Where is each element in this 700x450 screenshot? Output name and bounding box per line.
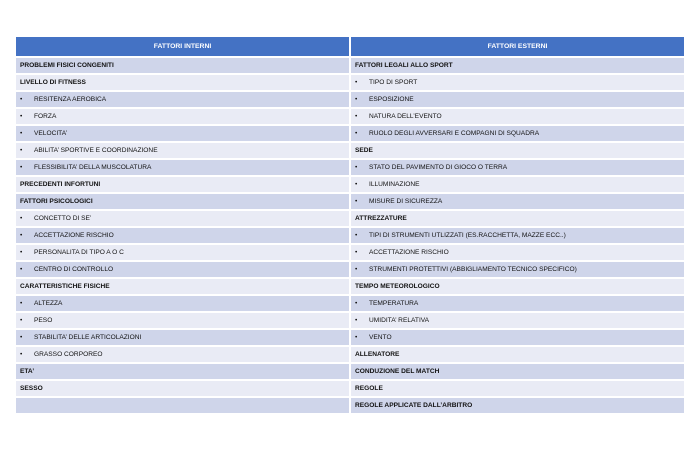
factor-category-label: PROBLEMI FISICI CONGENITI xyxy=(20,62,114,69)
external-factor-cell xyxy=(351,126,684,141)
factor-item-label: RESITENZA AEROBICA xyxy=(34,96,107,103)
header-external-factors: FATTORI ESTERNI xyxy=(351,37,684,56)
factor-item-label: GRASSO CORPOREO xyxy=(34,351,103,358)
bullet-icon: • xyxy=(355,300,358,307)
factor-category-label: SEDE xyxy=(355,147,373,154)
table-row xyxy=(16,296,684,311)
external-factor-cell xyxy=(351,296,684,311)
table-row xyxy=(16,347,684,362)
bullet-icon: • xyxy=(20,266,23,273)
table-row xyxy=(16,381,684,396)
external-factor-cell xyxy=(351,245,684,260)
bullet-icon: • xyxy=(20,147,23,154)
external-factor-cell xyxy=(351,347,684,362)
factor-item-label: RUOLO DEGLI AVVERSARI E COMPAGNI DI SQUADRA xyxy=(369,130,540,137)
factor-item-label: FLESSIBILITA’ DELLA MUSCOLATURA xyxy=(34,164,152,171)
internal-factor-cell xyxy=(16,262,349,277)
external-factor-cell xyxy=(351,398,684,413)
internal-factor-cell xyxy=(16,364,349,379)
factor-category-label: CARATTERISTICHE FISICHE xyxy=(20,283,110,290)
bullet-icon: • xyxy=(355,198,358,205)
factor-item-label: TEMPERATURA xyxy=(369,300,419,307)
external-factor-cell xyxy=(351,381,684,396)
factor-item-label: CONCETTO DI SE’ xyxy=(34,215,92,222)
factor-category-label: PRECEDENTI INFORTUNI xyxy=(20,181,101,188)
table-row xyxy=(16,245,684,260)
table-row xyxy=(16,126,684,141)
bullet-icon: • xyxy=(20,249,23,256)
bullet-icon: • xyxy=(20,334,23,341)
internal-factor-cell xyxy=(16,75,349,90)
factor-item-label: MISURE DI SICUREZZA xyxy=(369,198,443,205)
external-factor-cell xyxy=(351,75,684,90)
factor-category-label: FATTORI LEGALI ALLO SPORT xyxy=(355,62,453,69)
factor-item-label: STABILITA’ DELLE ARTICOLAZIONI xyxy=(34,334,142,341)
internal-factor-cell xyxy=(16,245,349,260)
header-row xyxy=(16,37,684,56)
factor-item-label: ILLUMINAZIONE xyxy=(369,181,420,188)
external-factor-cell xyxy=(351,58,684,73)
internal-factor-cell xyxy=(16,109,349,124)
factor-item-label: TIPO DI SPORT xyxy=(369,79,418,86)
external-factor-cell xyxy=(351,262,684,277)
factor-category-label: CONDUZIONE DEL MATCH xyxy=(355,368,440,375)
table-row xyxy=(16,364,684,379)
internal-factor-cell xyxy=(16,330,349,345)
factor-category-label: ALLENATORE xyxy=(355,351,400,358)
internal-factor-cell xyxy=(16,143,349,158)
table-row xyxy=(16,279,684,294)
table-body xyxy=(16,58,684,413)
table-row xyxy=(16,330,684,345)
header-internal-factors: FATTORI INTERNI xyxy=(16,37,349,56)
factor-item-label: UMIDITA’ RELATIVA xyxy=(369,317,430,324)
external-factor-cell xyxy=(351,364,684,379)
table-row xyxy=(16,194,684,209)
internal-factor-cell xyxy=(16,160,349,175)
factor-item-label: NATURA DELL’EVENTO xyxy=(369,113,442,120)
table-row xyxy=(16,228,684,243)
external-factor-cell xyxy=(351,313,684,328)
bullet-icon: • xyxy=(355,164,358,171)
factor-item-label: STRUMENTI PROTETTIVI (ABBIGLIAMENTO TECNICO SPECIFICO) xyxy=(369,266,577,273)
factor-category-label: REGOLE APPLICATE DALL’ARBITRO xyxy=(355,402,473,409)
bullet-icon: • xyxy=(20,130,23,137)
internal-factor-cell xyxy=(16,296,349,311)
table-row xyxy=(16,58,684,73)
factor-category-label: REGOLE xyxy=(355,385,383,392)
table-row xyxy=(16,211,684,226)
table-row xyxy=(16,160,684,175)
internal-factor-cell xyxy=(16,398,349,413)
external-factor-cell xyxy=(351,177,684,192)
factor-category-label: ATTREZZATURE xyxy=(355,215,407,222)
internal-factor-cell xyxy=(16,347,349,362)
bullet-icon: • xyxy=(355,113,358,120)
risk-factors-table xyxy=(14,35,686,415)
internal-factor-cell xyxy=(16,279,349,294)
factor-item-label: VELOCITA’ xyxy=(34,130,68,137)
bullet-icon: • xyxy=(20,351,23,358)
factor-category-label: FATTORI PSICOLOGICI xyxy=(20,198,93,205)
factor-category-label: LIVELLO DI FITNESS xyxy=(20,79,86,86)
bullet-icon: • xyxy=(20,215,23,222)
bullet-icon: • xyxy=(20,164,23,171)
external-factor-cell xyxy=(351,279,684,294)
bullet-icon: • xyxy=(355,130,358,137)
factor-item-label: FORZA xyxy=(34,113,57,120)
table-row xyxy=(16,75,684,90)
internal-factor-cell xyxy=(16,313,349,328)
bullet-icon: • xyxy=(355,317,358,324)
bullet-icon: • xyxy=(20,113,23,120)
external-factor-cell xyxy=(351,143,684,158)
bullet-icon: • xyxy=(20,232,23,239)
factor-category-label: TEMPO METEOROLOGICO xyxy=(355,283,440,290)
external-factor-cell xyxy=(351,92,684,107)
factor-item-label: ABILITA’ SPORTIVE E COORDINAZIONE xyxy=(34,147,158,154)
factor-item-label: ALTEZZA xyxy=(34,300,63,307)
factor-item-label: STATO DEL PAVIMENTO DI GIOCO O TERRA xyxy=(369,164,508,171)
bullet-icon: • xyxy=(355,334,358,341)
factor-category-label: SESSO xyxy=(20,385,43,392)
table-row xyxy=(16,313,684,328)
internal-factor-cell xyxy=(16,381,349,396)
table-row xyxy=(16,92,684,107)
bullet-icon: • xyxy=(355,249,358,256)
factor-item-label: CENTRO DI CONTROLLO xyxy=(34,266,114,273)
external-factor-cell xyxy=(351,109,684,124)
table-row xyxy=(16,143,684,158)
bullet-icon: • xyxy=(355,232,358,239)
table-header xyxy=(16,37,684,56)
internal-factor-cell xyxy=(16,92,349,107)
factor-item-label: PESO xyxy=(34,317,53,324)
factor-item-label: VENTO xyxy=(369,334,392,341)
bullet-icon: • xyxy=(20,300,23,307)
factor-item-label: ESPOSIZIONE xyxy=(369,96,414,103)
internal-factor-cell xyxy=(16,228,349,243)
bullet-icon: • xyxy=(20,317,23,324)
external-factor-cell xyxy=(351,160,684,175)
factor-item-label: ACCETTAZIONE RISCHIO xyxy=(369,249,449,256)
external-factor-cell xyxy=(351,211,684,226)
bullet-icon: • xyxy=(355,96,358,103)
table-row xyxy=(16,109,684,124)
factor-item-label: TIPI DI STRUMENTI UTLIZZATI (ES.RACCHETTA, MAZZE ECC..) xyxy=(369,232,566,239)
factor-item-label: PERSONALITA DI TIPO A O C xyxy=(34,249,124,256)
table-row xyxy=(16,177,684,192)
external-factor-cell xyxy=(351,194,684,209)
internal-factor-cell xyxy=(16,126,349,141)
bullet-icon: • xyxy=(355,181,358,188)
factor-item-label: ACCETTAZIONE RISCHIO xyxy=(34,232,114,239)
table-row xyxy=(16,262,684,277)
bullet-icon: • xyxy=(355,79,358,86)
internal-factor-cell xyxy=(16,211,349,226)
internal-factor-cell xyxy=(16,58,349,73)
external-factor-cell xyxy=(351,330,684,345)
internal-factor-cell xyxy=(16,194,349,209)
bullet-icon: • xyxy=(355,266,358,273)
internal-factor-cell xyxy=(16,177,349,192)
bullet-icon: • xyxy=(20,96,23,103)
external-factor-cell xyxy=(351,228,684,243)
table-row xyxy=(16,398,684,413)
factor-category-label: ETA’ xyxy=(20,368,35,375)
